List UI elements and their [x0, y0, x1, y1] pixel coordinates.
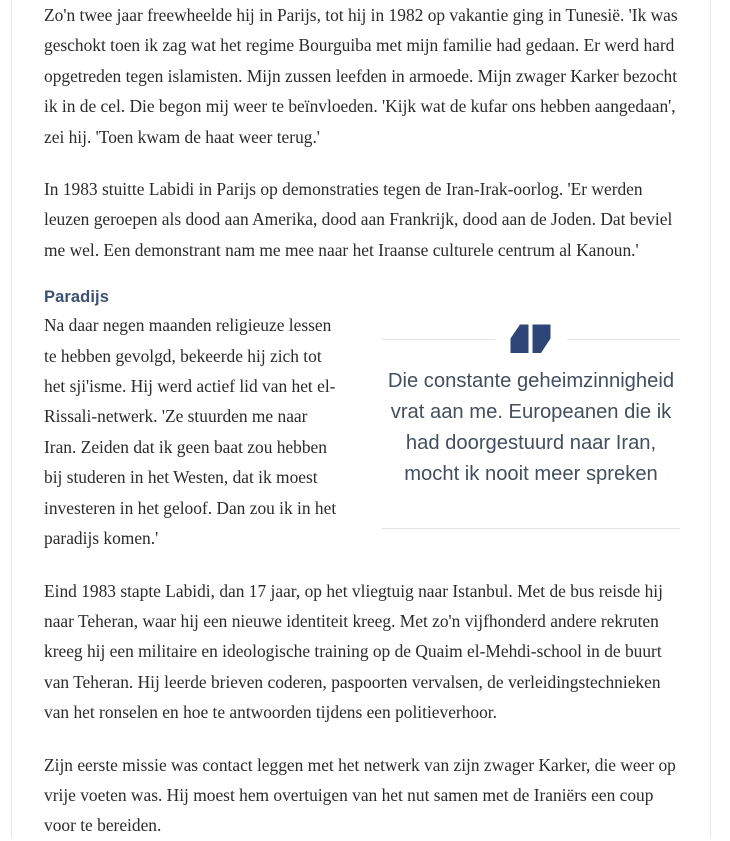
- article-body: [44, 0, 680, 838]
- quote-mark-icon: [509, 324, 553, 354]
- pull-quote-mark-row: [382, 322, 680, 356]
- pull-quote-rule-left: [382, 339, 495, 340]
- pull-quote-rule-right: [567, 339, 680, 340]
- pull-quote-text: Die constante geheimzinnigheid vrat aan me. Europeanen die ik had doorgestuurd naar Iran, mocht ik nooit meer spreken: [387, 370, 675, 486]
- body-paragraph: In 1983 stuitte Labidi in Parijs op demonstraties tegen de Iran-Irak-oorlog. 'Er werden leuzen geroepen als dood aan Amerika, dood aan Frankrijk, dood aan de Joden. Dat beviel me wel. Een demonstrant nam me mee naar het Iraanse culturele centrum al Kanoun.': [44, 179, 673, 260]
- body-paragraph: Eind 1983 stapte Labidi, dan 17 jaar, op het vliegtuig naar Istanbul. Met de bus reisde hij naar Teheran, waar hij een nieuwe identiteit kreeg. Met zo'n vijfhonderd andere rekruten kreeg hij een militaire en ideologische training op de Quaim el-Mehdi-school in de buurt van Teheran. Hij leerde brieven coderen, paspoorten vervalsen, de verleidingstechnieken van het ronselen en hoe te antwoorden tijdens een politieverhoor.: [44, 580, 663, 723]
- page-rule-left: [11, 0, 12, 838]
- body-paragraph: Zijn eerste missie was contact leggen met het netwerk van zijn zwager Karker, die weer op vrije voeten was. Hij moest hem overtuigen van het nut samen met de Iraniërs een coup voor te bereiden.: [44, 754, 676, 836]
- body-paragraph: Zo'n twee jaar freewheelde hij in Parijs, tot hij in 1982 op vakantie ging in Tunesië. 'Ik was geschokt toen ik zag wat het regime Bourguiba met mijn familie had gedaan. Er werd hard opgetreden tegen islamisten. Mijn zussen leefden in armoede. Mijn zwager Karker bezocht ik in de cel. Die begon mij weer te beïnvloeden. 'Kijk wat de kufar ons hebben aangedaan', zei hij. 'Toen kwam de haat weer terug.': [44, 5, 678, 147]
- section-heading-paradijs: Paradijs: [44, 288, 110, 307]
- body-paragraph: Na daar negen maanden religieuze lessen te hebben gevolgd, bekeerde hij zich tot het sji'isme. Hij werd actief lid van het el-Rissali-netwerk. 'Ze stuurden me naar Iran. Zeiden dat ik geen baat zou hebben bij studeren in het Westen, dat ik moest investeren in het geloof. Dan zou ik in het paradijs komen.': [44, 315, 337, 549]
- page-rule-right: [710, 0, 711, 838]
- pull-quote: [382, 322, 680, 529]
